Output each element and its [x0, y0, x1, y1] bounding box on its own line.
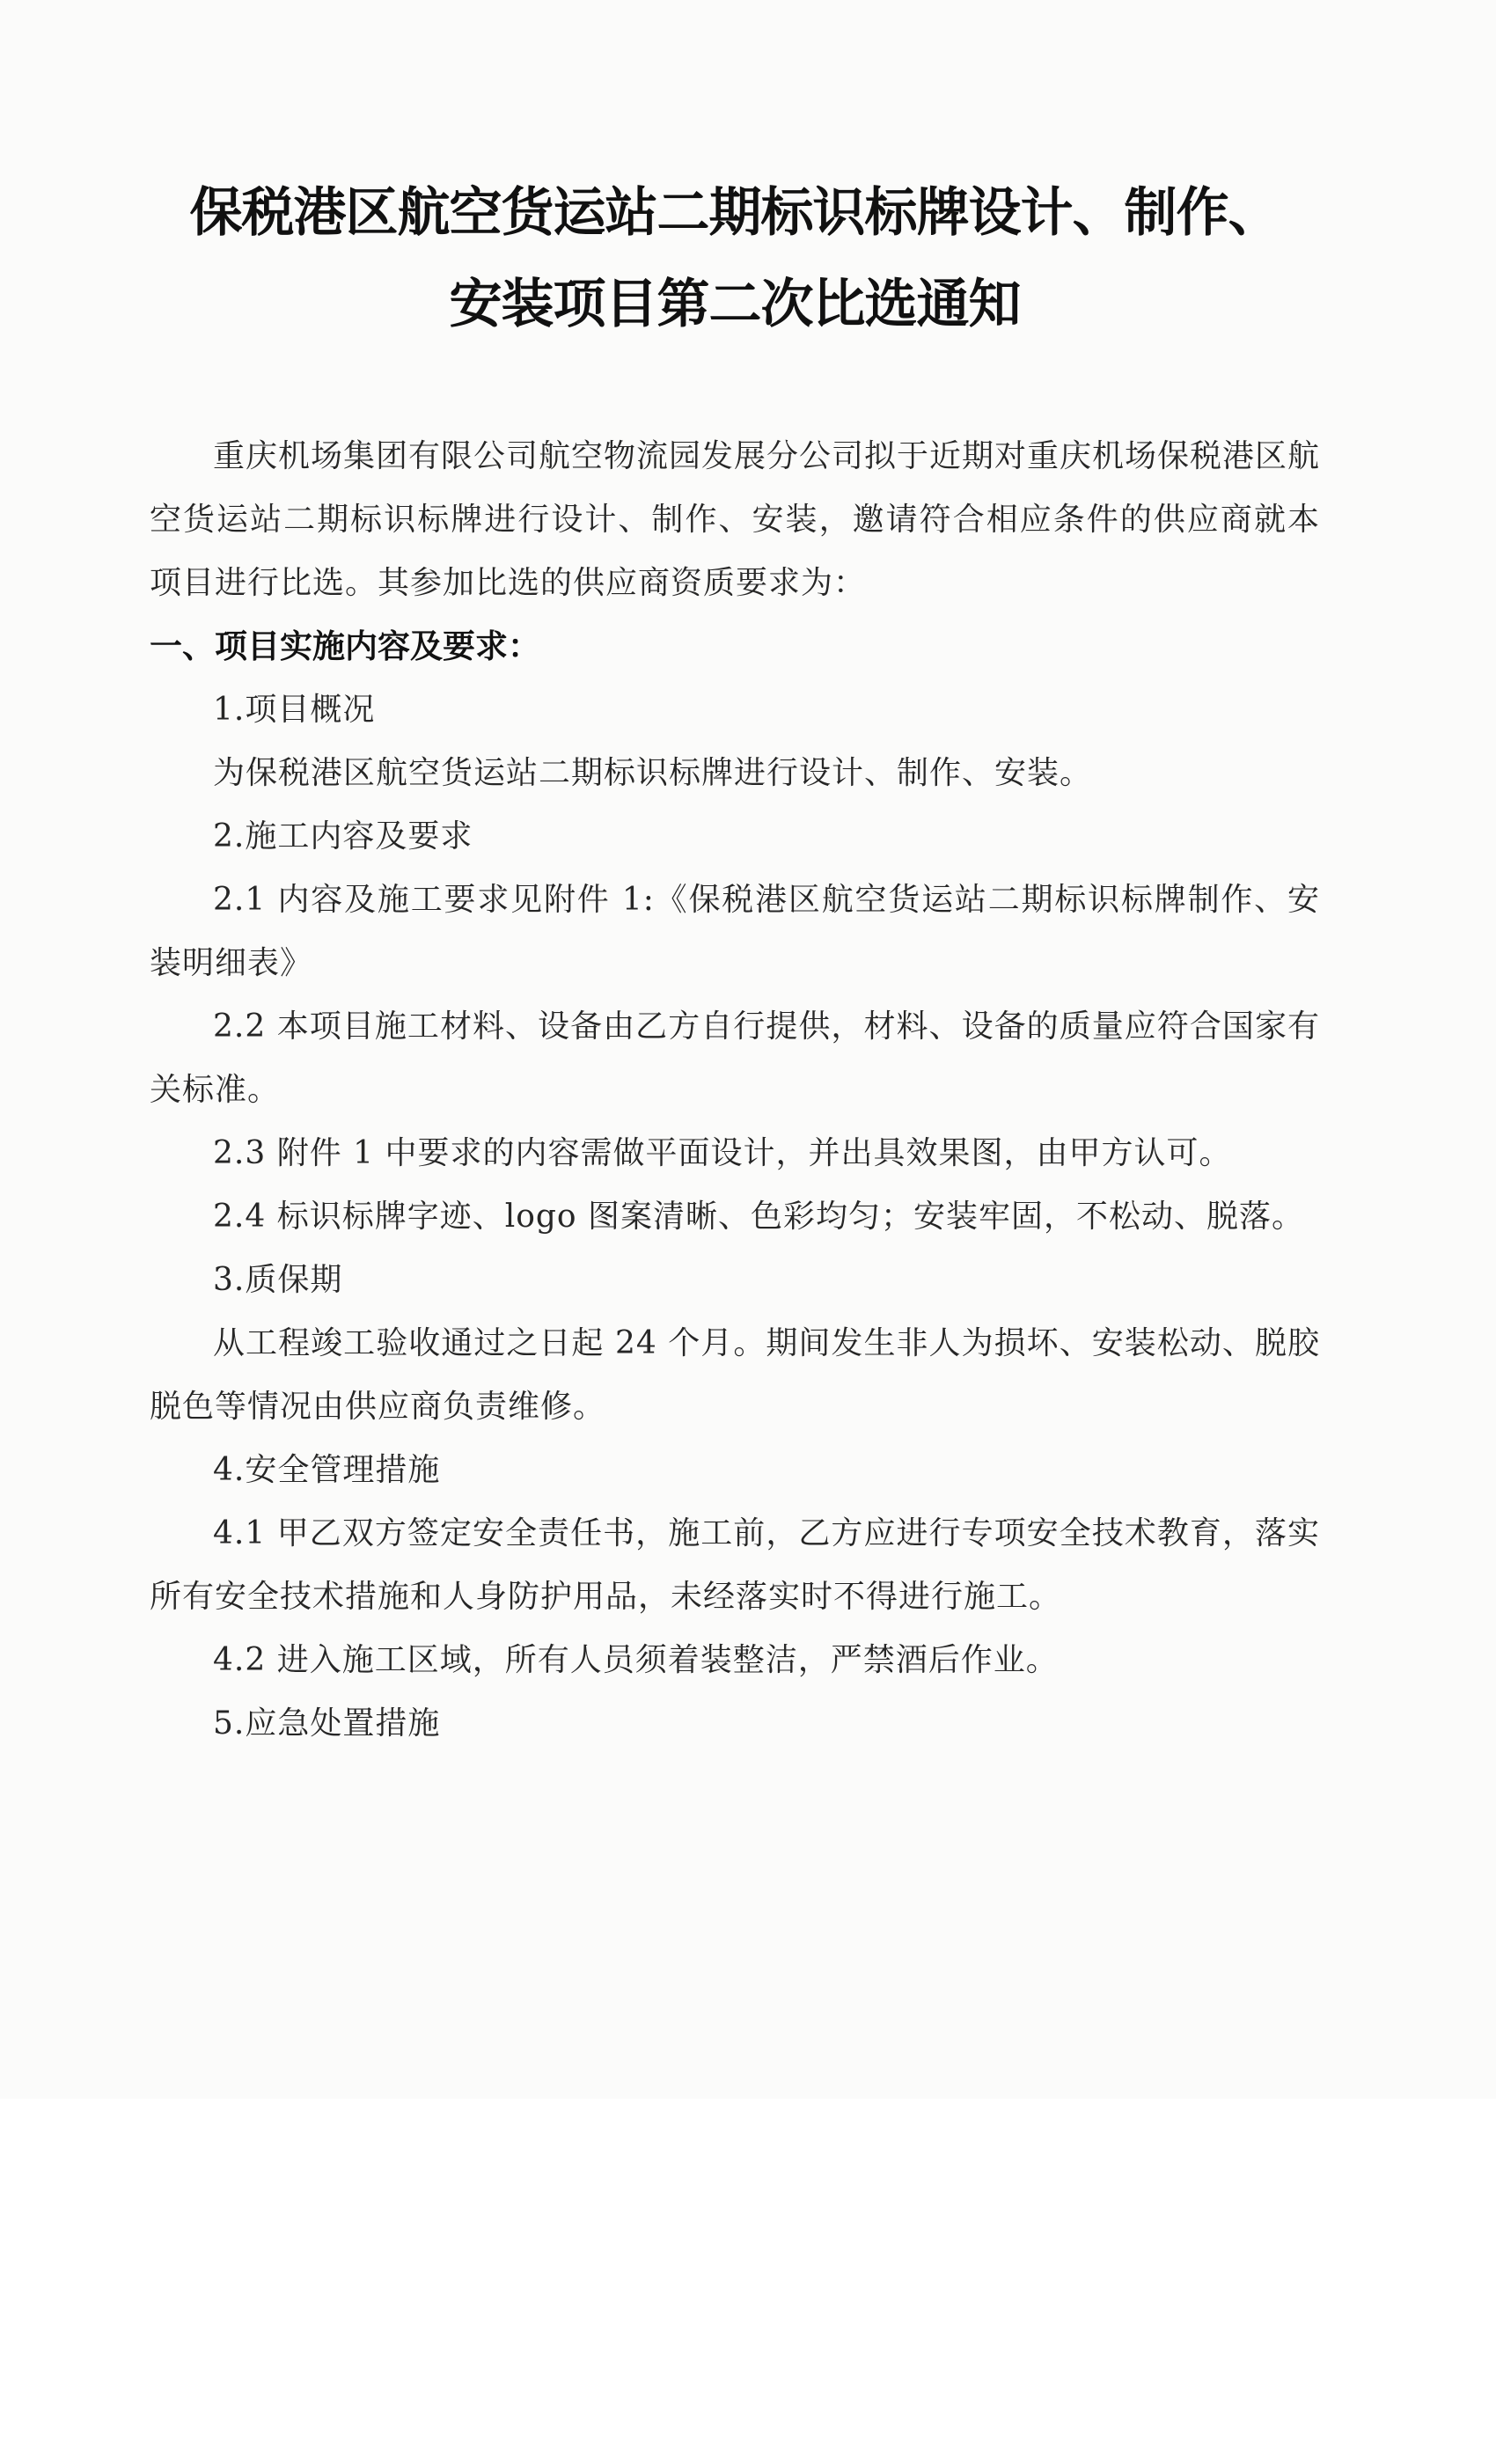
item-1-text: 为保税港区航空货运站二期标识标牌进行设计、制作、安装。: [213, 755, 1093, 791]
item-1-heading: 1.项目概况: [213, 692, 376, 728]
item-5-heading: 5.应急处置措施: [213, 1705, 441, 1742]
document-body: [150, 167, 1320, 1756]
title-line-1: 保税港区航空货运站二期标识标牌设计、制作、: [189, 182, 1280, 244]
item-3-heading: 3.质保期: [213, 1262, 343, 1298]
title-line-2: 安装项目第二次比选通知: [449, 274, 1021, 335]
item-2-3: 2.3 附件 1 中要求的内容需做平面设计，并出具效果图，由甲方认可。: [213, 1135, 1232, 1171]
document-title: [150, 167, 1320, 350]
item-2-2: 2.2 本项目施工材料、设备由乙方自行提供，材料、设备的质量应符合国家有关标准。: [150, 1008, 1320, 1108]
section-1-heading: 一、项目实施内容及要求：: [150, 627, 540, 665]
item-2-heading: 2.施工内容及要求: [213, 818, 473, 854]
item-2-4: 2.4 标识标牌字迹、logo 图案清晰、色彩均匀；安装牢固，不松动、脱落。: [213, 1199, 1305, 1235]
item-4-2: 4.2 进入施工区域，所有人员须着装整洁，严禁酒后作业。: [213, 1642, 1059, 1678]
item-3-text: 从工程竣工验收通过之日起 24 个月。期间发生非人为损坏、安装松动、脱胶脱色等情况由供应商负责维修。: [150, 1325, 1320, 1425]
item-2-1: 2.1 内容及施工要求见附件 1:《保税港区航空货运站二期标识标牌制作、安装明细表》: [150, 882, 1320, 981]
item-4-heading: 4.安全管理措施: [213, 1452, 441, 1488]
intro-paragraph: 重庆机场集团有限公司航空物流园发展分公司拟于近期对重庆机场保税港区航空货运站二期标识标牌进行设计、制作、安装，邀请符合相应条件的供应商就本项目进行比选。其参加比选的供应商资质要求为：: [150, 438, 1321, 601]
item-4-1: 4.1 甲乙双方签定安全责任书，施工前，乙方应进行专项安全技术教育，落实所有安全技术措施和人身防护用品，未经落实时不得进行施工。: [150, 1515, 1320, 1615]
